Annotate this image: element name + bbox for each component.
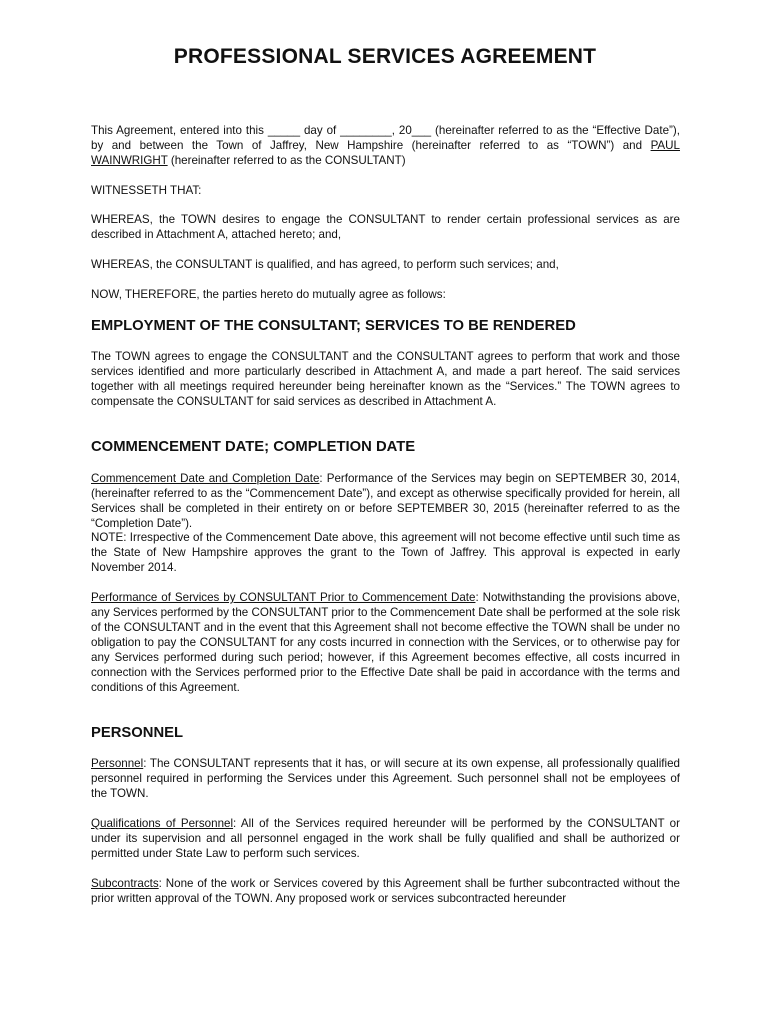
intro-text-start: This Agreement, entered into this _____ day of ________, 20___ (hereinafter referred to as the “Effective Date”), by and between the Town of Jaffrey, New Hampshire (hereinafter referred to as “TOWN”) and bbox=[91, 124, 680, 152]
document-title: PROFESSIONAL SERVICES AGREEMENT bbox=[173, 45, 597, 68]
employment-paragraph: The TOWN agrees to engage the CONSULTANT and the CONSULTANT agrees to perform that work and those services identified and more particularly described in Attachment A, and made a part hereof. The said services together with all meetings required hereunder being hereinafter known as the “Services.” The TOWN agrees to compensate the CONSULTANT for said services as described in Attachment A. bbox=[91, 350, 680, 408]
commencement-label: Commencement Date and Completion Date bbox=[91, 472, 320, 485]
subcontracts-label: Subcontracts bbox=[91, 877, 159, 890]
now-therefore-paragraph: NOW, THEREFORE, the parties hereto do mutually agree as follows: bbox=[91, 288, 446, 301]
section-heading-personnel: PERSONNEL bbox=[91, 725, 184, 741]
intro-paragraph bbox=[91, 123, 680, 168]
qualifications-label: Qualifications of Personnel bbox=[91, 817, 234, 830]
note-paragraph: NOTE: Irrespective of the Commencement Date above, this agreement will not become effective until such time as the State of New Hampshire approves the grant to the Town of Jaffrey. This approval is expected in early November 2014. bbox=[91, 531, 680, 574]
consultant-name: PAUL WAINWRIGHT bbox=[91, 139, 680, 167]
qualifications-text: : All of the Services required hereunder will be performed by the CONSULTANT or under its supervision and all personnel engaged in the work shall be fully qualified and shall be authorized or permitted under State Law to perform such services. bbox=[91, 817, 680, 860]
subcontracts-text: : None of the work or Services covered by this Agreement shall be further subcontracted without the prior written approval of the TOWN. Any proposed work or services subcontracted hereunder bbox=[91, 877, 680, 905]
personnel-text: : The CONSULTANT represents that it has, or will secure at its own expense, all professionally qualified personnel required in performing the Services under this Agreement. Such personnel shall not be employees of the TOWN. bbox=[91, 757, 680, 800]
prior-performance-label: Performance of Services by CONSULTANT Prior to Commencement Date bbox=[91, 591, 476, 604]
whereas-paragraph-2: WHEREAS, the CONSULTANT is qualified, and has agreed, to perform such services; and, bbox=[91, 258, 559, 271]
whereas-paragraph-1: WHEREAS, the TOWN desires to engage the CONSULTANT to render certain professional services as are described in Attachment A, attached hereto; and, bbox=[91, 213, 680, 241]
section-heading-commencement: COMMENCEMENT DATE; COMPLETION DATE bbox=[91, 439, 416, 455]
personnel-label: Personnel bbox=[91, 757, 144, 770]
personnel-paragraph bbox=[91, 756, 680, 801]
intro-text-end: (hereinafter referred to as the CONSULTANT) bbox=[167, 154, 406, 167]
prior-performance-paragraph bbox=[91, 590, 680, 695]
section-heading-employment: EMPLOYMENT OF THE CONSULTANT; SERVICES TO BE RENDERED bbox=[91, 318, 576, 334]
subcontracts-paragraph bbox=[91, 876, 680, 906]
witnesseth-line: WITNESSETH THAT: bbox=[91, 184, 202, 197]
prior-performance-text: : Notwithstanding the provisions above, any Services performed by the CONSULTANT prior to the Commencement Date shall be performed at the sole risk of the CONSULTANT and in the event that this Agreement shall not become effective the TOWN shall be under no obligation to pay the CONSULTANT for any costs incurred in connection with the Services, or to otherwise pay for any Services performed during such period; however, if this Agreement becomes effective, all costs incurred in connection with the Services performed prior to the Effective Date shall be paid in accordance with the terms and conditions of this Agreement. bbox=[91, 591, 680, 694]
commencement-paragraph bbox=[91, 471, 680, 531]
commencement-text: : Performance of the Services may begin on SEPTEMBER 30, 2014, (hereinafter referred to as the “Commencement Date”), and except as otherwise specifically provided for herein, all Services shall be completed in their entirety on or before SEPTEMBER 30, 2015 (hereinafter referred to as the “Completion Date”). bbox=[91, 472, 680, 530]
qualifications-paragraph bbox=[91, 816, 680, 861]
